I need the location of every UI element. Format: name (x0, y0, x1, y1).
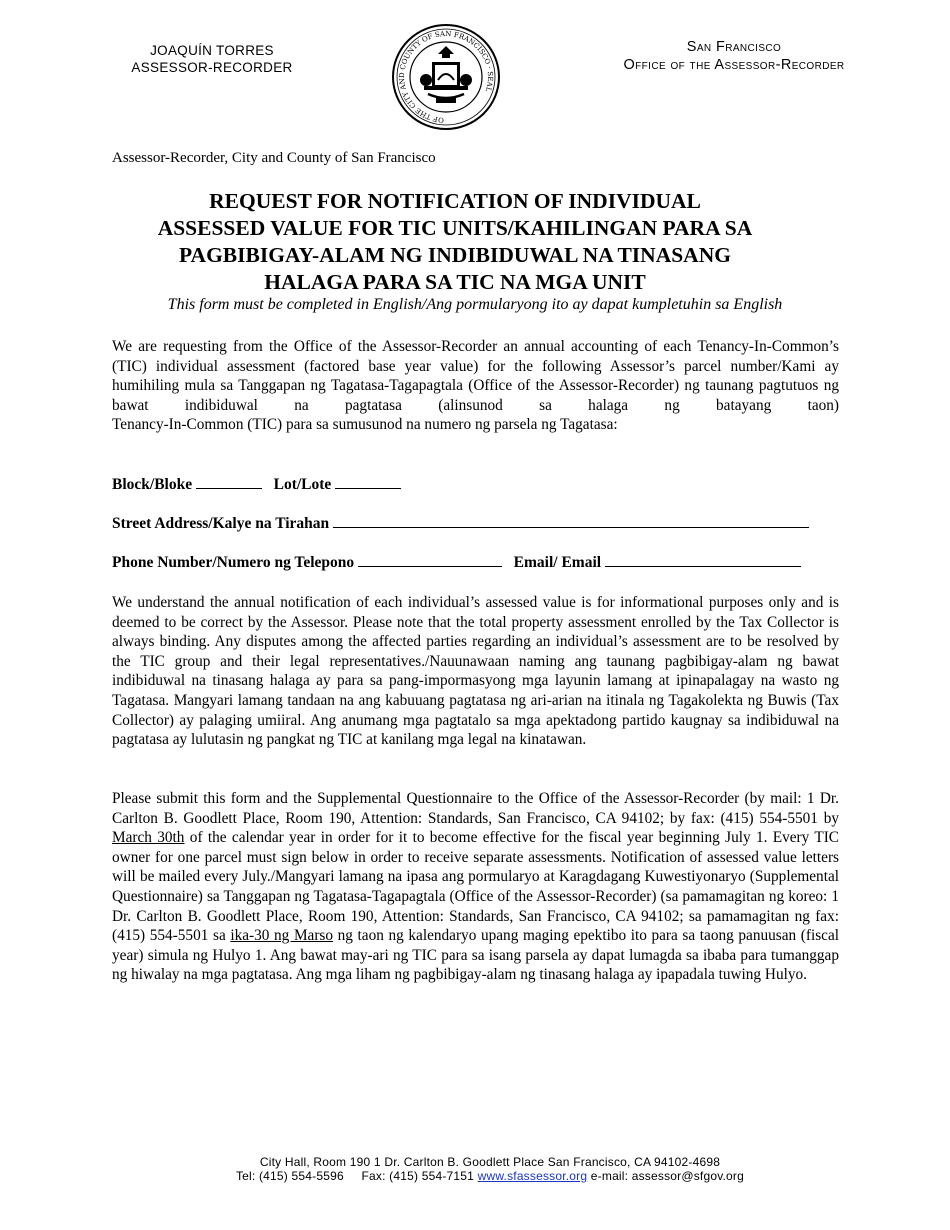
assessor-title: ASSESSOR-RECORDER (131, 60, 293, 75)
title-line-3: PAGBIBIGAY-ALAM NG INDIBIDUWAL NA TINASANG (179, 243, 731, 267)
footer-address: City Hall, Room 190 1 Dr. Carlton B. Goodlett Place San Francisco, CA 94102-4698 (259, 1155, 721, 1169)
deadline-english: March 30th (112, 829, 185, 847)
email-label: Email/ Email (513, 554, 602, 571)
office-block (580, 38, 888, 74)
request-paragraph-main: We are requesting from the Office of the Assessor-Recorder an annual accounting of each Tenancy-In-Common’s (TIC) individual assessment (factored base year value) for the following Assessor’s parcel number/Kami ay humihiling mula sa Tanggapan ng Tagatasa-Tagapagtala (Office of the Assessor-Recorder) ng taunang pagtutuos ng bawat indibiduwal na pagtatasa (alinsunod sa halaga ng batayang taon) (112, 338, 839, 414)
city-seal-icon (388, 22, 504, 132)
title-line-1: REQUEST FOR NOTIFICATION OF INDIVIDUAL (209, 189, 701, 213)
submission-text-c: ng taon ng kalendaryo upang maging epektibo ito para sa taong panuusan (fiscal year) simula ng Hulyo 1. Ang bawat may-ari ng TIC para sa isang parsela ay dapat lumagda sa ibaba para tumanggap ng hiwalay na mga pagtatasa. Ang mga liham ng pagbibigay-alam ng tinasang halaga ay ipapadala tuwing Hulyo. (112, 927, 839, 984)
submission-text-b: of the calendar year in order for it to become effective for the fiscal year beginning July 1. Every TIC owner for one parcel must sign below in order to receive separate assessments. Notification of assessed value letters will be mailed every July./Mangyari lamang na ipasa ang pormularyo at Karagdagang Kuwestiyonaryo (Supplemental Questionnaire) sa Tanggapan ng Tagatasa-Tagapagtala (Office of the Assessor-Recorder) (sa pamamagitan ng koreo: 1 Dr. Carlton B. Goodlett Place, Room 190, Attention: Standards, San Francisco, CA 94102; sa pamamagitan ng fax: (415) 554-5501 sa (112, 829, 839, 945)
request-paragraph (112, 337, 839, 435)
page-subtitle: This form must be completed in English/Ang pormularyong ito ay dapat kumpletuhin sa English (167, 296, 783, 313)
phone-input[interactable] (358, 552, 502, 567)
footer-email: e-mail: assessor@sfgov.org (590, 1169, 745, 1183)
deadline-tagalog: ika-30 ng Marso (230, 927, 334, 945)
footer-fax: Fax: (415) 554-7151 (361, 1169, 475, 1183)
lot-input[interactable] (335, 474, 401, 489)
office-name: Office of the Assessor-Recorder (623, 57, 845, 73)
title-line-2: ASSESSED VALUE FOR TIC UNITS/KAHILINGAN PARA SA (157, 216, 753, 240)
website-link[interactable]: www.sfassessor.org (477, 1169, 588, 1183)
block-label: Block/Bloke (112, 476, 193, 493)
parcel-fields-row (112, 474, 401, 494)
lot-label: Lot/Lote (273, 476, 332, 493)
request-paragraph-last: Tenancy-In-Common (TIC) para sa sumusunod na numero ng parsela ng Tagatasa: (112, 416, 618, 434)
assessor-name-block (112, 42, 312, 76)
footer-contact (100, 1169, 880, 1183)
office-city: San Francisco (686, 39, 782, 55)
phone-label: Phone Number/Numero ng Telepono (112, 554, 355, 571)
assessor-name: JOAQUÍN TORRES (150, 43, 274, 58)
page-title (100, 188, 810, 296)
address-label: Street Address/Kalye na Tirahan (112, 515, 330, 532)
submission-text-a: Please submit this form and the Supplemental Questionnaire to the Office of the Assessor-Recorder (by mail: 1 Dr. Carlton B. Goodlett Place, Room 190, Attention: Standards, San Francisco, CA 94102; by fax: (415) 554-5501 by (112, 790, 839, 827)
understanding-paragraph: We understand the annual notification of each individual’s assessed value is for informational purposes only and is deemed to be correct by the Assessor. Please note that the total property assessment enrolled by the Tax Collector is always binding. Any disputes among the affected parties regarding an individual’s assessment are to be resolved by the TIC group and their legal representatives./Nauunawaan naming ang taunang pagbibigay-alam ng bawat indibiduwal na tinasang halaga ay para sa pang-impormasyong mga layunin lamang at ipinapalagay na wasto ng Tagatasa. Mangyari lamang tandaan na ang kabuuang pagtatasa ng ari-arian na itinala ng Tagakolekta ng Buwis (Tax Collector) ay palaging umiiral. Ang anumang mga pagtatalo sa mga apektadong partido kaugnay sa indibiduwal na pagtatasa ay lulutasin ng pangkat ng TIC at kanilang mga legal na kinatawan. (112, 594, 839, 749)
submission-paragraph (112, 789, 839, 985)
title-line-4: HALAGA PARA SA TIC NA MGA UNIT (264, 270, 646, 294)
svg-text:OF THE CITY AND COUNTY OF SAN: OF THE CITY AND COUNTY OF SAN FRANCISCO · SEAL (397, 29, 495, 125)
department-line: Assessor-Recorder, City and County of San Francisco (112, 150, 436, 166)
contact-fields-row (112, 552, 801, 572)
page-footer (100, 1155, 880, 1183)
address-input[interactable] (333, 513, 809, 528)
footer-tel: Tel: (415) 554-5596 (235, 1169, 344, 1183)
block-input[interactable] (196, 474, 262, 489)
address-field-row (112, 513, 809, 533)
email-input[interactable] (605, 552, 801, 567)
